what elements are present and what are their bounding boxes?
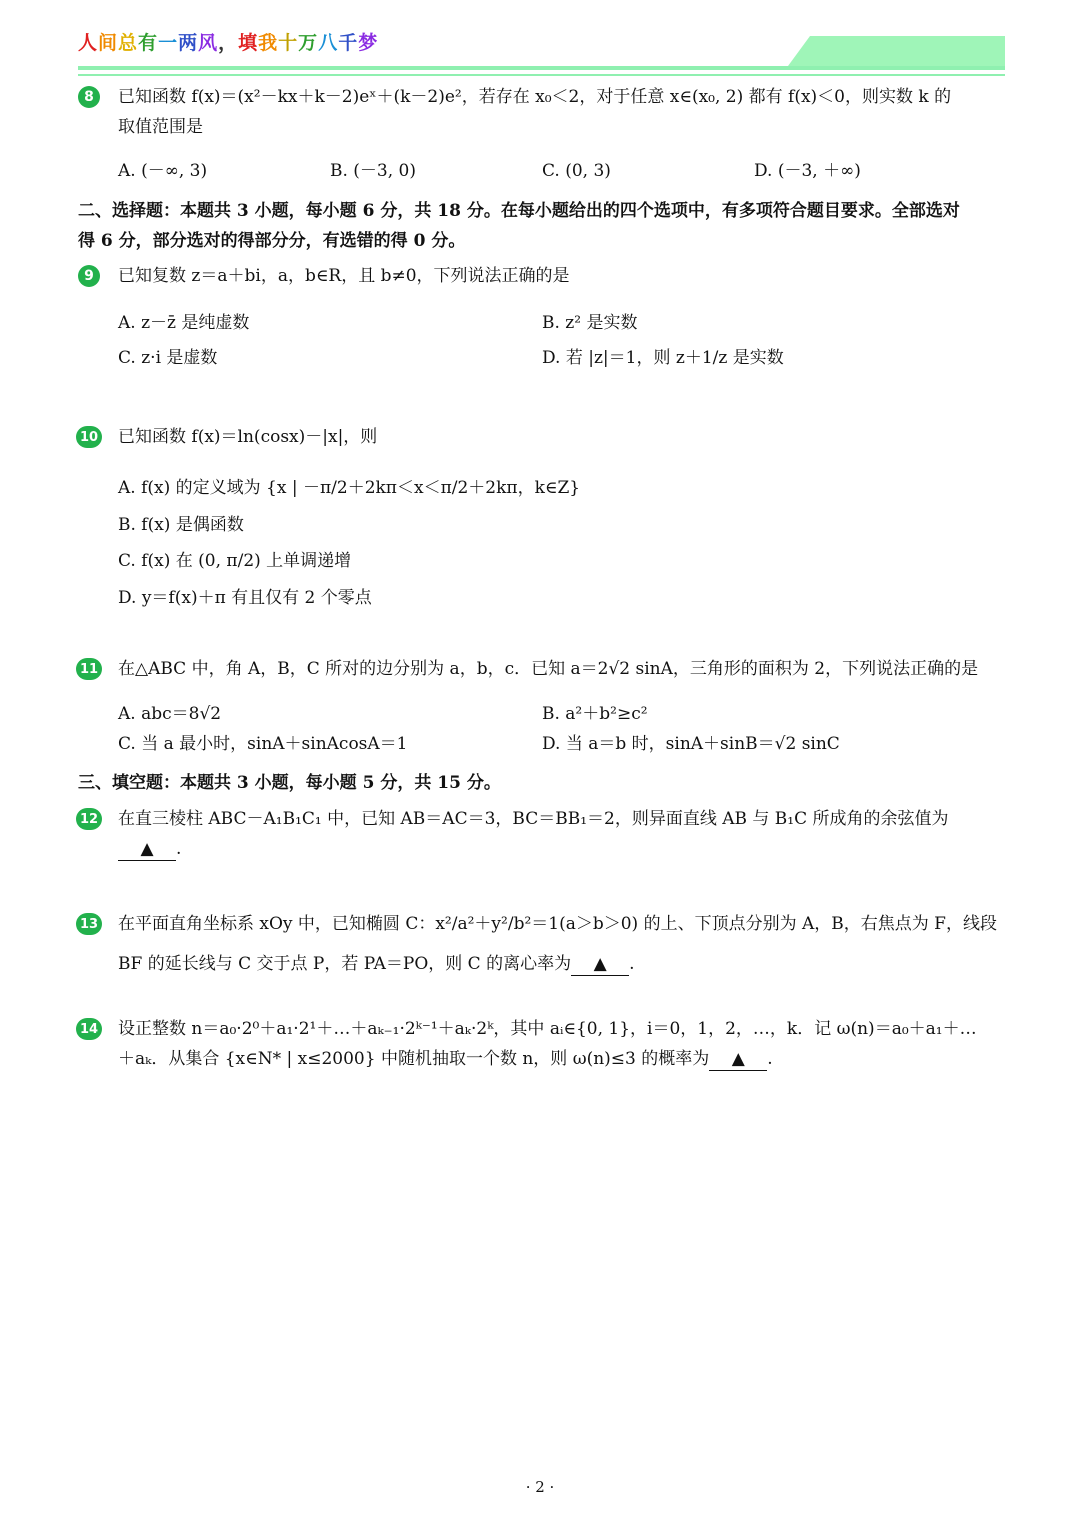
answer-blank[interactable]: ▲ (709, 1048, 767, 1071)
slogan-char: 间 (98, 32, 119, 54)
question-number-badge: 8 (78, 86, 100, 108)
header-slogan (78, 28, 378, 55)
q10-option-b: B. f(x) 是偶函数 (118, 515, 244, 535)
q14-stem-text: ＋aₖ．从集合 {x∈N* | x≤2000} 中随机抽取一个数 n，则 ω(n)≤3 的概率为 (118, 1049, 710, 1069)
q14-stem-line2 (118, 1048, 773, 1071)
q9-option-a: A. z－z̄ 是纯虚数 (118, 313, 250, 333)
q8-option-b: B. (－3, 0) (330, 161, 417, 181)
header-decoration (788, 36, 1005, 66)
slogan-char: 梦 (358, 32, 379, 54)
question-number-badge: 14 (76, 1018, 102, 1040)
q9-option-c: C. z·i 是虚数 (118, 348, 218, 368)
q14-tail: . (767, 1049, 773, 1069)
slogan-char: 我 (258, 32, 279, 54)
q11-option-b: B. a²＋b²≥c² (542, 704, 648, 724)
slogan-char: ， (218, 32, 239, 54)
q11-stem: 在△ABC 中，角 A，B，C 所对的边分别为 a，b，c．已知 a＝2√2 sinA，三角形的面积为 2，下列说法正确的是 (118, 659, 979, 679)
q10-option-d: D. y＝f(x)＋π 有且仅有 2 个零点 (118, 588, 372, 608)
question-number-badge: 12 (76, 808, 102, 830)
question-number-badge: 10 (76, 426, 102, 448)
q13-stem-text: BF 的延长线与 C 交于点 P，若 PA＝PO，则 C 的离心率为 (118, 954, 572, 974)
q9-option-d: D. 若 |z|＝1，则 z＋1/z 是实数 (542, 348, 784, 368)
header-rule-thin (78, 74, 1005, 76)
q10-option-c: C. f(x) 在 (0, π/2) 上单调递增 (118, 551, 352, 571)
slogan-char: 十 (278, 32, 299, 54)
q14-stem-line1: 设正整数 n＝a₀·2⁰＋a₁·2¹＋…＋aₖ₋₁·2ᵏ⁻¹＋aₖ·2ᵏ，其中 aᵢ∈{0, 1}，i＝0，1，2，…，k．记 ω(n)＝a₀＋a₁＋… (118, 1019, 977, 1039)
slogan-char: 填 (238, 32, 259, 54)
question-number-badge: 11 (76, 658, 102, 680)
q10-stem: 已知函数 f(x)＝ln(cosx)－|x|，则 (118, 427, 378, 447)
q8-option-a: A. (－∞, 3) (118, 161, 208, 181)
q8-stem-line1: 已知函数 f(x)＝(x²－kx＋k－2)eˣ＋(k－2)e²，若存在 x₀＜2，对于任意 x∈(x₀, 2) 都有 f(x)＜0，则实数 k 的 (118, 87, 952, 107)
section-heading-fill: 三、填空题：本题共 3 小题，每小题 5 分，共 15 分。 (78, 773, 501, 793)
q12-answer-line (118, 838, 181, 861)
q13-stem-line1: 在平面直角坐标系 xOy 中，已知椭圆 C：x²/a²＋y²/b²＝1(a＞b＞0) 的上、下顶点分别为 A，B，右焦点为 F，线段 (118, 914, 997, 934)
q11-option-a: A. abc＝8√2 (118, 704, 222, 724)
slogan-char: 人 (78, 32, 99, 54)
q8-stem-line2: 取值范围是 (118, 117, 203, 137)
q13-tail: . (629, 954, 635, 974)
slogan-char: 风 (198, 32, 219, 54)
q12-stem: 在直三棱柱 ABC－A₁B₁C₁ 中，已知 AB＝AC＝3，BC＝BB₁＝2，则异面直线 AB 与 B₁C 所成角的余弦值为 (118, 809, 949, 829)
answer-blank[interactable]: ▲ (118, 838, 176, 861)
slogan-char: 千 (338, 32, 359, 54)
header-rule (78, 66, 1005, 70)
answer-blank[interactable]: ▲ (571, 953, 629, 976)
slogan-char: 总 (118, 32, 139, 54)
q11-option-d: D. 当 a＝b 时，sinA＋sinB＝√2 sinC (542, 734, 840, 754)
q13-stem-line2 (118, 953, 635, 976)
slogan-char: 两 (178, 32, 199, 54)
q9-option-b: B. z² 是实数 (542, 313, 638, 333)
section-heading-choice-line2: 得 6 分，部分选对的得部分分，有选错的得 0 分。 (78, 231, 466, 251)
slogan-char: 有 (138, 32, 159, 54)
q12-tail: . (176, 839, 182, 859)
slogan-char: 一 (158, 32, 179, 54)
slogan-char: 万 (298, 32, 319, 54)
q11-option-c: C. 当 a 最小时，sinA＋sinAcosA＝1 (118, 734, 408, 754)
q8-option-d: D. (－3, ＋∞) (754, 161, 861, 181)
question-number-badge: 9 (78, 265, 100, 287)
question-number-badge: 13 (76, 913, 102, 935)
page-number: · 2 · (525, 1478, 555, 1496)
q9-stem: 已知复数 z＝a＋bi，a，b∈R，且 b≠0，下列说法正确的是 (118, 266, 570, 286)
section-heading-choice: 二、选择题：本题共 3 小题，每小题 6 分，共 18 分。在每小题给出的四个选项中，有多项符合题目要求。全部选对 (78, 201, 960, 221)
slogan-char: 八 (318, 32, 339, 54)
q10-option-a: A. f(x) 的定义域为 {x | －π/2＋2kπ＜x＜π/2＋2kπ，k∈Z} (118, 478, 581, 498)
q8-option-c: C. (0, 3) (542, 161, 611, 181)
